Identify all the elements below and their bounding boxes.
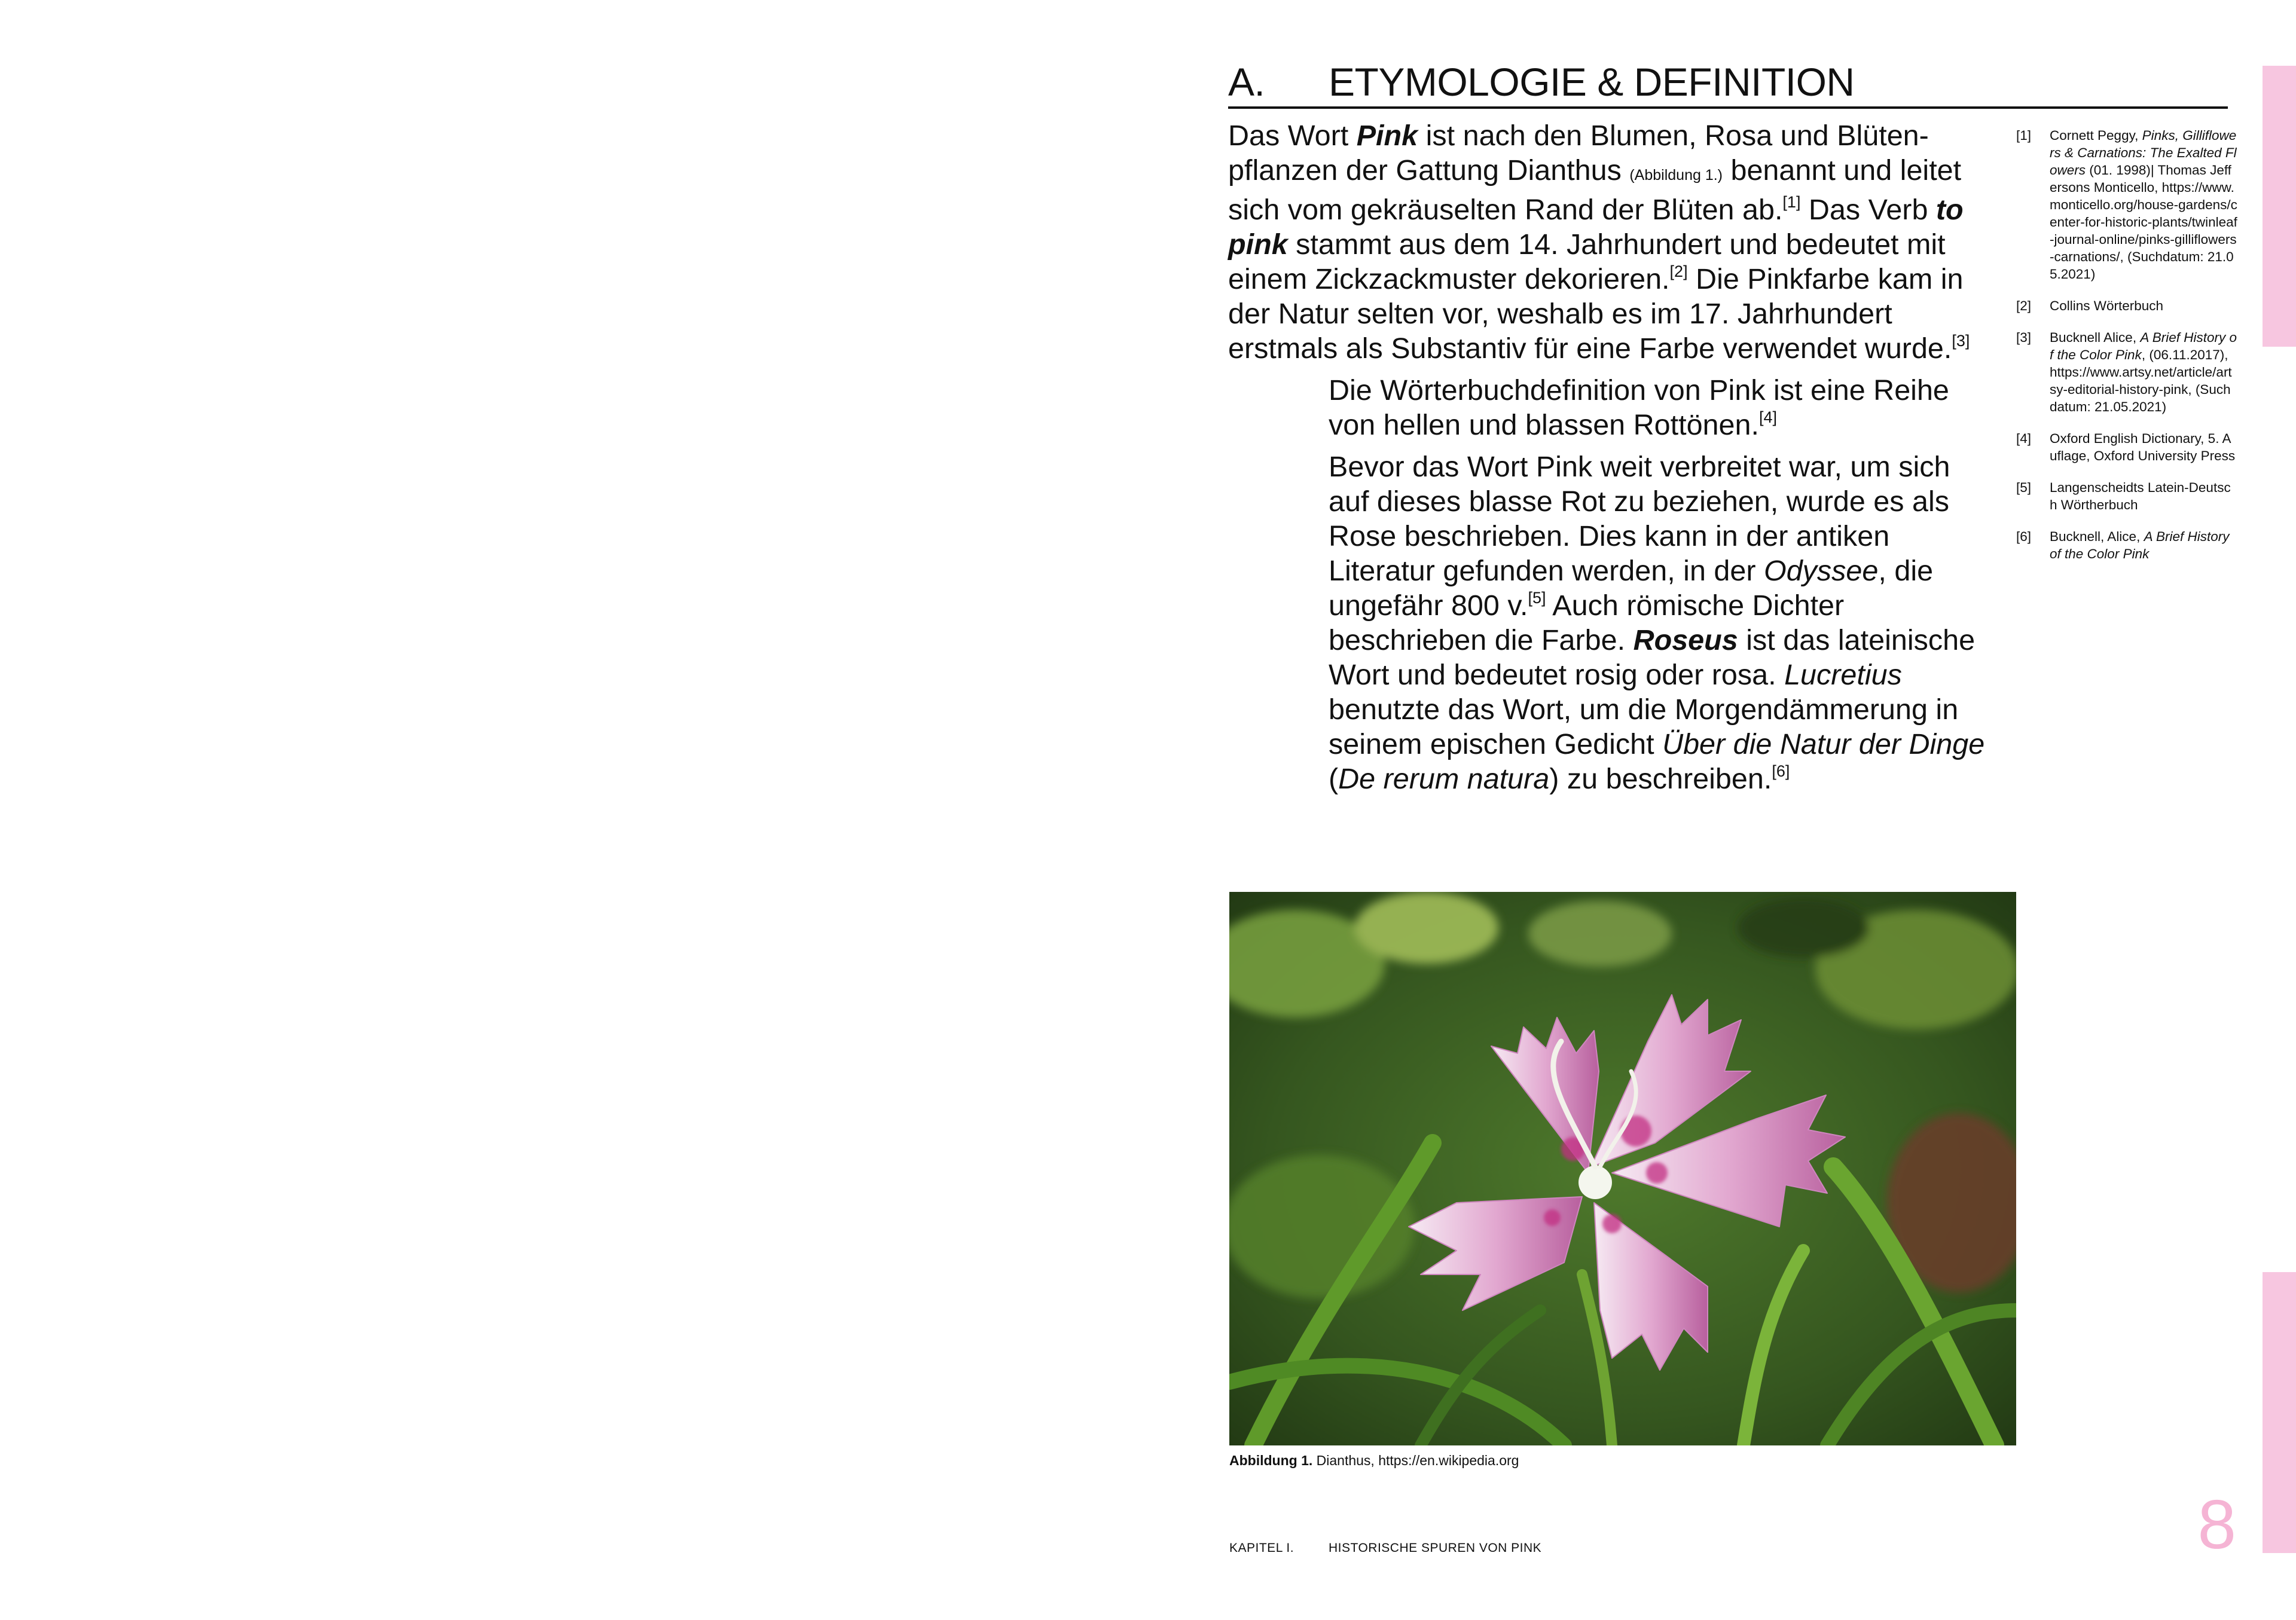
pink-side-tab-top [2263, 66, 2296, 347]
section-heading [1228, 55, 2228, 109]
footnotes [2016, 127, 2237, 577]
section-letter: A. [1228, 60, 1265, 104]
footnote-ref-5: [5] [1528, 589, 1546, 607]
footnote-ref-1: [1] [1782, 193, 1801, 211]
term-ueber-die-natur: Über die Natur der Dinge [1662, 728, 1985, 760]
term-odyssee: Odyssee [1763, 555, 1879, 587]
footnote-number: [5] [2016, 480, 2032, 495]
page-number: 8 [2197, 1485, 2236, 1563]
paragraph-definition: Die Wörterbuchdefinition von Pink ist eine Reihe von hellen und blassen Rottönen.[4] [1329, 374, 1949, 441]
footer-chapter-title: HISTORISCHE SPUREN VON PINK [1329, 1541, 1542, 1555]
footnote-2: [2] Collins Wörterbuch [2016, 298, 2164, 313]
figure-caption [1229, 1451, 1519, 1469]
footnote-ref-2: [2] [1669, 262, 1688, 280]
footnote-number: [1] [2016, 128, 2032, 143]
paragraph-etymology: Das Wort Pink ist nach den Blumen, Rosa und Blütenpflanzen der Gattung Dianthus (Abbildung 1.) benannt und leitet sich vom gekräuselten Rand der Blüten ab.[1] Das Verb to pink stammt aus dem 14. Jahrhundert und bedeutet mit einem Zickzackmuster dekorieren.[2] Die Pinkfarbe kam in der Natur selten vor, weshalb es im 17. Jahrhundert erstmals als Substantiv für eine Farbe verwendet wurde.[3] [1228, 120, 1970, 365]
pink-side-tab-bottom [2263, 1272, 2296, 1553]
paragraph-history: Bevor das Wort Pink weit verbreitet war, um sich auf dieses blasse Rot zu beziehen, wurde es als Rose beschrieben. Dies kann in der antiken Literatur gefunden werden, in der Odyssee, die ungefähr 800 v.[5] Auch römische Dichter beschrieben die Farbe. Roseus ist das lateinische Wort und bedeutet rosig oder rosa. Lucretius benutzte das Wort, um die Morgendämmerung in seinem epischen Gedicht Über die Natur der Dinge (De rerum natura) zu beschreiben.[6] [1329, 451, 1985, 795]
term-to-pink: to pink [1228, 194, 1964, 261]
footnote-3: [3] Bucknell Alice, A Brief History of the Color Pink, (06.11.2017), https://www.artsy.net/article/artsy-editorial-history-pink, (Suchdatum: 21.05.2021) [2016, 330, 2237, 414]
footnote-ref-3: [3] [1952, 332, 1970, 350]
figure-caption-text: Dianthus, https://en.wikipedia.org [1312, 1453, 1519, 1468]
dianthus-photo [1229, 892, 2016, 1445]
term-de-rerum-natura: De rerum natura [1338, 763, 1550, 795]
section-title: ETYMOLOGIE & DEFINITION [1329, 60, 1855, 104]
term-lucretius: Lucretius [1784, 659, 1902, 691]
footnote-number: [2] [2016, 298, 2032, 313]
footnote-6: [6] Bucknell, Alice, A Brief History of the Color Pink [2016, 529, 2230, 561]
footnote-ref-4: [4] [1758, 408, 1777, 426]
dianthus-flower-illustration [1229, 892, 2016, 1445]
footnote-number: [4] [2016, 431, 2032, 446]
footnote-5: [5] Langenscheidts Latein-Deutsch Wörtherbuch [2016, 480, 2231, 512]
figure-reference: (Abbildung 1.) [1629, 167, 1723, 184]
flower-center [1578, 1166, 1612, 1199]
footer-chapter-number: KAPITEL I. [1229, 1541, 1294, 1555]
footnote-4: [4] Oxford English Dictionary, 5. Auflage, Oxford University Press [2016, 431, 2236, 463]
footnote-ref-6: [6] [1772, 762, 1790, 780]
footnote-number: [6] [2016, 529, 2032, 544]
figure-caption-label: Abbildung 1. [1229, 1453, 1313, 1468]
term-pink: Pink [1356, 120, 1418, 152]
footnote-number: [3] [2016, 330, 2032, 345]
term-roseus: Roseus [1633, 624, 1738, 656]
footnote-1: [1] Cornett Peggy, Pinks, Gilliflowers & Carnations: The Exalted Flowers (01. 1998)| Thomas Jeffersons Monticello, https://www.monticello.org/house-gardens/center-for-historic-plants/twinleaf-journal-online/pinks-gilliflowers-carnations/, (Suchdatum: 21.05.2021) [2016, 128, 2237, 282]
body-text [1228, 118, 1987, 803]
